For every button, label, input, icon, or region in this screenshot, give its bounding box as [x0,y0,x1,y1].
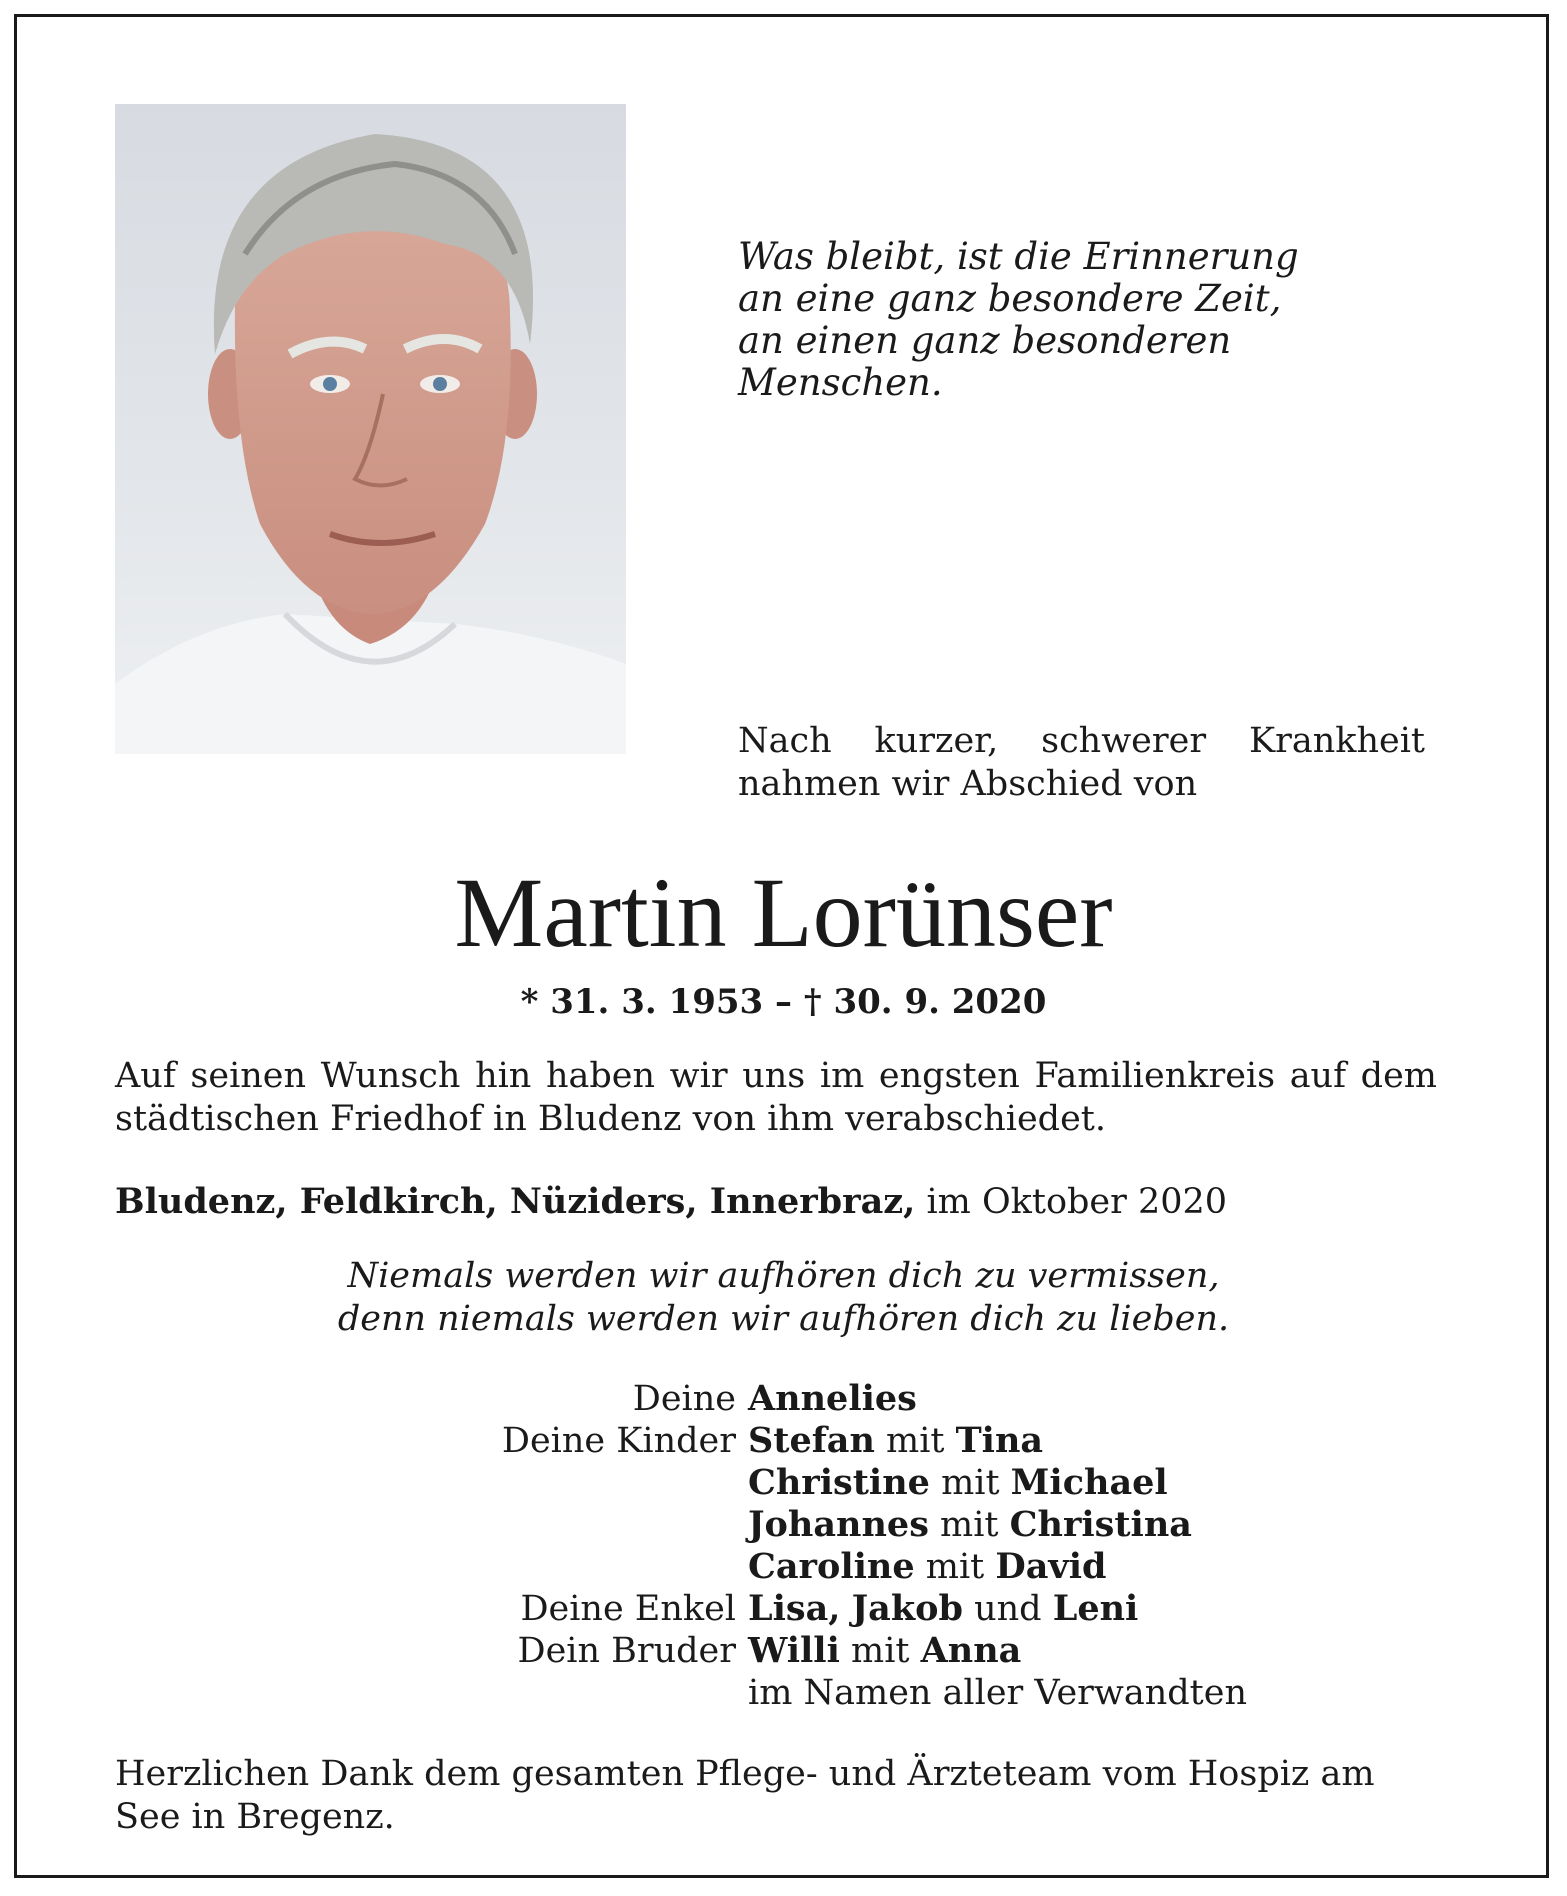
mourner-row [300,1630,1300,1672]
relatives-note: im Namen aller Verwandten [748,1673,1247,1713]
portrait-photo [115,104,626,754]
life-dates: * 31. 3. 1953 – † 30. 9. 2020 [520,982,1047,1022]
quote-line: an einen ganz besonderen Menschen. [738,319,1232,404]
verse-line: denn niemals werden wir aufhören dich zu lieben. [337,1299,1230,1339]
portrait-illustration [115,104,626,754]
connector: mit [941,1463,1000,1503]
mourner-name: David [995,1546,1107,1587]
mourner-name: Christina [1009,1504,1192,1545]
intro-text: Nach kurzer, schwerer Krankheit nahmen wir Abschied von [738,721,1425,804]
deceased-name: Martin Lorünser [454,857,1113,968]
mourner-name: Christine [748,1462,930,1503]
verse-line: Niemals werden wir aufhören dich zu vermissen, [347,1256,1220,1296]
places: Bludenz, Feldkirch, Nüziders, Innerbraz, [115,1181,916,1222]
mourner-name: Lisa, [748,1588,841,1629]
relation-label: Deine Kinder [501,1421,736,1461]
relation-label: Dein Bruder [517,1631,736,1671]
relation-label: Deine Enkel [520,1589,736,1629]
place-and-date [115,1180,1227,1224]
mourner-name: Annelies [748,1378,917,1419]
mourner-name: Stefan [748,1420,875,1461]
connector: mit [925,1547,985,1587]
quote-line: Was bleibt, ist die Erinnerung [738,235,1299,278]
quote-line: an eine ganz besondere Zeit, [738,277,1282,320]
mourner-name: Leni [1052,1588,1139,1629]
connector: und [974,1589,1042,1629]
mourner-name: Jakob [851,1588,963,1629]
mourner-name: Tina [955,1420,1044,1461]
mourner-name: Willi [748,1630,840,1671]
mourner-row [300,1672,1300,1714]
mourner-row [300,1504,1300,1546]
mourner-name: Michael [1010,1462,1168,1503]
opening-quote [738,236,1418,404]
mourner-row [300,1546,1300,1588]
mourners-list [300,1378,1300,1714]
burial-notice: Auf seinen Wunsch hin haben wir uns im engsten Familienkreis auf dem städtischen Friedhof in Bludenz von ihm verabschiedet. [115,1056,1437,1139]
mourner-row [300,1462,1300,1504]
thanks-note: Herzlichen Dank dem gesamten Pflege- und Ärzteteam vom Hospiz am See in Bregenz. [115,1754,1375,1837]
mourner-row [300,1378,1300,1420]
connector: mit [851,1631,910,1671]
mourner-name: Anna [920,1630,1022,1671]
relation-label: Deine [632,1379,736,1419]
mourner-row [300,1588,1300,1630]
notice-date: im Oktober 2020 [926,1182,1228,1222]
connector: mit [940,1505,999,1545]
mourner-name: Caroline [748,1546,915,1587]
connector: mit [886,1421,945,1461]
mourner-name: Johannes [748,1504,929,1545]
mourner-row [300,1420,1300,1462]
closing-verse [0,1255,1567,1341]
